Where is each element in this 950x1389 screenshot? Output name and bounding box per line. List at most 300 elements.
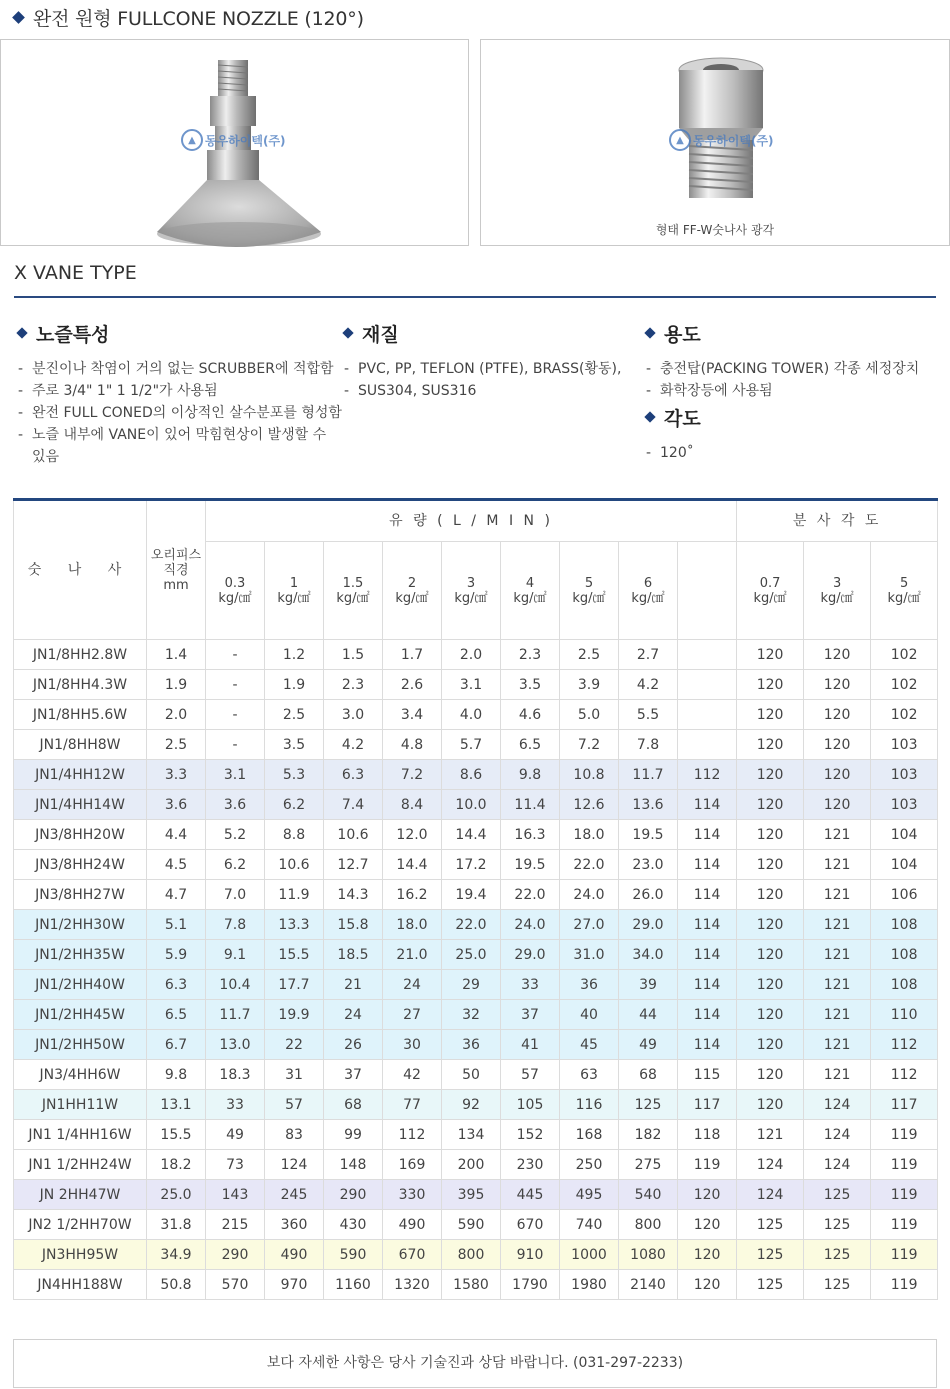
table-cell: 360: [265, 1210, 324, 1240]
pressure-unit: kg/㎠: [218, 590, 252, 606]
table-cell: 120: [737, 730, 804, 760]
table-cell: 7.4: [324, 790, 383, 820]
table-cell: 57: [501, 1060, 560, 1090]
table-cell: 2.3: [324, 670, 383, 700]
table-cell: 9.8: [147, 1060, 206, 1090]
table-cell: 44: [619, 1000, 678, 1030]
diamond-bullet-icon: [644, 411, 655, 422]
table-cell: 119: [871, 1240, 938, 1270]
table-cell: 670: [383, 1240, 442, 1270]
heading-text: 재질: [362, 323, 399, 346]
page-title-row: [14, 4, 364, 30]
table-cell: 8.8: [265, 820, 324, 850]
table-cell: 112: [871, 1060, 938, 1090]
pressure-unit: kg/㎠: [572, 590, 606, 606]
table-cell: 19.9: [265, 1000, 324, 1030]
image-caption: 형태 FF-W숫나사 광각: [655, 223, 775, 237]
thread-model-cell: JN2 1/2HH70W: [14, 1210, 147, 1240]
table-cell: 18.0: [560, 820, 619, 850]
table-cell: 1.2: [265, 640, 324, 670]
table-cell: 910: [501, 1240, 560, 1270]
thread-model-cell: JN3/8HH24W: [14, 850, 147, 880]
table-cell: 63: [560, 1060, 619, 1090]
table-cell: 125: [804, 1240, 871, 1270]
table-cell: 168: [560, 1120, 619, 1150]
table-cell: 41: [501, 1030, 560, 1060]
table-cell: 50.8: [147, 1270, 206, 1300]
diamond-bullet-icon: [342, 327, 353, 338]
pressure-value: 4: [525, 575, 535, 591]
spec-table-body: [14, 640, 938, 1300]
table-cell: 1320: [383, 1270, 442, 1300]
table-cell: 120: [737, 970, 804, 1000]
pressure-unit: kg/㎠: [631, 590, 665, 606]
table-cell: 112: [871, 1030, 938, 1060]
thread-model-cell: JN1/8HH8W: [14, 730, 147, 760]
table-cell: 121: [804, 970, 871, 1000]
table-row: [14, 820, 938, 850]
table-cell: 1000: [560, 1240, 619, 1270]
table-cell: 2.6: [383, 670, 442, 700]
table-cell: 102: [871, 670, 938, 700]
table-cell: 39: [619, 970, 678, 1000]
table-cell: 10.0: [442, 790, 501, 820]
nozzle-characteristics-list: [14, 358, 344, 468]
list-item: - 충전탑(PACKING TOWER) 각종 세정장치: [642, 358, 942, 380]
list-item: - 120˚: [642, 442, 942, 464]
table-cell: 4.6: [501, 700, 560, 730]
table-cell: 120: [678, 1210, 737, 1240]
table-row: [14, 850, 938, 880]
table-row: [14, 730, 938, 760]
table-cell: 22.0: [442, 910, 501, 940]
table-cell: 1.9: [265, 670, 324, 700]
diamond-bullet-icon: [12, 11, 25, 24]
product-image-right: [480, 39, 950, 246]
table-cell: 15.5: [265, 940, 324, 970]
table-cell: 4.8: [383, 730, 442, 760]
table-cell: 27.0: [560, 910, 619, 940]
table-cell: 120: [804, 670, 871, 700]
table-cell: 7.8: [619, 730, 678, 760]
table-cell: 18.5: [324, 940, 383, 970]
thread-model-cell: JN4HH188W: [14, 1270, 147, 1300]
table-cell: 112: [383, 1120, 442, 1150]
thread-model-cell: JN3/4HH6W: [14, 1060, 147, 1090]
list-item-continuation: [340, 380, 640, 402]
table-cell: 50: [442, 1060, 501, 1090]
table-row: [14, 700, 938, 730]
table-cell: 29: [442, 970, 501, 1000]
header-thread: [14, 500, 147, 640]
nozzle-characteristics-heading: [14, 322, 344, 344]
table-cell: 19.5: [501, 850, 560, 880]
thread-model-cell: JN1/4HH14W: [14, 790, 147, 820]
material-heading: [340, 322, 640, 344]
thread-model-cell: JN1/4HH12W: [14, 760, 147, 790]
flow-pressure-header: [324, 542, 383, 640]
header-orifice: [147, 500, 206, 640]
table-cell: 120: [737, 760, 804, 790]
flow-pressure-header: [560, 542, 619, 640]
header-text: 유 량 ( L / M I N ): [389, 512, 553, 529]
thread-model-cell: JN3/8HH27W: [14, 880, 147, 910]
table-cell: 1080: [619, 1240, 678, 1270]
table-cell: 2.0: [147, 700, 206, 730]
thread-model-cell: JN1/2HH40W: [14, 970, 147, 1000]
table-cell: 68: [619, 1060, 678, 1090]
thread-model-cell: JN1/2HH45W: [14, 1000, 147, 1030]
usage-heading: [642, 322, 942, 344]
pressure-value: 5: [584, 575, 594, 591]
table-cell: 117: [678, 1090, 737, 1120]
table-cell: 120: [737, 640, 804, 670]
table-cell: 3.9: [560, 670, 619, 700]
table-cell: 120: [737, 700, 804, 730]
table-cell: 490: [383, 1210, 442, 1240]
table-cell: 1160: [324, 1270, 383, 1300]
table-cell: 7.0: [206, 880, 265, 910]
table-cell: 134: [442, 1120, 501, 1150]
table-cell: 3.6: [206, 790, 265, 820]
table-cell: 12.0: [383, 820, 442, 850]
table-cell: 102: [871, 640, 938, 670]
watermark-text: 동우하이텍(주): [205, 133, 286, 148]
table-cell: 215: [206, 1210, 265, 1240]
table-cell: 120: [804, 790, 871, 820]
table-cell: 114: [678, 1000, 737, 1030]
table-cell: 495: [560, 1180, 619, 1210]
table-cell: 6.5: [147, 1000, 206, 1030]
table-cell: 2140: [619, 1270, 678, 1300]
table-cell: 10.6: [265, 850, 324, 880]
page-title: 완전 원형 FULLCONE NOZZLE (120°): [33, 7, 364, 30]
pressure-value: 0.7: [759, 575, 781, 591]
table-cell: -: [206, 640, 265, 670]
table-cell: 34.0: [619, 940, 678, 970]
list-item: - 완전 FULL CONED의 이상적인 살수분포를 형성함: [14, 402, 344, 424]
table-cell: [678, 670, 737, 700]
table-cell: 108: [871, 910, 938, 940]
table-cell: 2.5: [147, 730, 206, 760]
angle: [642, 406, 942, 464]
table-cell: 9.1: [206, 940, 265, 970]
table-cell: 9.8: [501, 760, 560, 790]
heading-text: 노즐특성: [36, 323, 110, 346]
table-cell: 2.3: [501, 640, 560, 670]
table-row: [14, 970, 938, 1000]
section-title: X VANE TYPE: [14, 262, 137, 284]
thread-model-cell: JN1/8HH2.8W: [14, 640, 147, 670]
table-cell: 115: [678, 1060, 737, 1090]
header-text: 분 사 각 도: [792, 512, 882, 529]
pressure-unit: kg/㎠: [277, 590, 311, 606]
table-cell: 21.0: [383, 940, 442, 970]
table-cell: 1.5: [324, 640, 383, 670]
table-cell: 800: [619, 1210, 678, 1240]
table-cell: 13.6: [619, 790, 678, 820]
pressure-value: 6: [643, 575, 653, 591]
nozzle-characteristics: [14, 322, 344, 468]
table-cell: [678, 730, 737, 760]
flow-pressure-header: [206, 542, 265, 640]
watermark: [181, 129, 286, 151]
table-cell: 590: [442, 1210, 501, 1240]
table-cell: 4.7: [147, 880, 206, 910]
table-cell: 120: [737, 850, 804, 880]
table-row: [14, 1000, 938, 1030]
table-cell: 22: [265, 1030, 324, 1060]
table-cell: 200: [442, 1150, 501, 1180]
table-cell: 103: [871, 790, 938, 820]
table-cell: 8.4: [383, 790, 442, 820]
table-cell: 124: [737, 1180, 804, 1210]
table-cell: 24.0: [560, 880, 619, 910]
table-cell: 18.3: [206, 1060, 265, 1090]
table-cell: 11.7: [206, 1000, 265, 1030]
pressure-value: 1: [289, 575, 299, 591]
table-cell: 117: [871, 1090, 938, 1120]
table-cell: 3.0: [324, 700, 383, 730]
table-cell: -: [206, 670, 265, 700]
material-list: [340, 358, 640, 402]
pressure-unit: kg/㎠: [887, 590, 921, 606]
table-cell: 490: [265, 1240, 324, 1270]
table-cell: 32: [442, 1000, 501, 1030]
table-cell: 7.2: [560, 730, 619, 760]
table-cell: 121: [804, 1000, 871, 1030]
table-row: [14, 1270, 938, 1300]
usage-list: [642, 358, 942, 402]
table-cell: 33: [206, 1090, 265, 1120]
table-cell: 119: [871, 1120, 938, 1150]
header-flow: [206, 500, 737, 542]
table-cell: 120: [737, 820, 804, 850]
table-cell: 17.7: [265, 970, 324, 1000]
table-cell: 37: [501, 1000, 560, 1030]
header-text: 오리피스: [150, 547, 202, 563]
table-cell: 120: [737, 1090, 804, 1120]
table-cell: 14.3: [324, 880, 383, 910]
table-cell: 2.5: [560, 640, 619, 670]
table-cell: 14.4: [383, 850, 442, 880]
table-cell: 6.7: [147, 1030, 206, 1060]
table-cell: 590: [324, 1240, 383, 1270]
table-cell: 108: [871, 940, 938, 970]
table-cell: 3.5: [265, 730, 324, 760]
table-cell: 14.4: [442, 820, 501, 850]
list-item-text: SUS304, SUS316: [358, 383, 477, 399]
table-cell: 120: [678, 1270, 737, 1300]
table-cell: 125: [737, 1210, 804, 1240]
table-cell: 13.3: [265, 910, 324, 940]
table-cell: 121: [804, 1060, 871, 1090]
table-cell: 5.0: [560, 700, 619, 730]
table-cell: 16.3: [501, 820, 560, 850]
table-row: [14, 940, 938, 970]
table-cell: 103: [871, 760, 938, 790]
table-cell: -: [206, 730, 265, 760]
table-cell: 121: [737, 1120, 804, 1150]
table-cell: 29.0: [501, 940, 560, 970]
table-cell: 6.3: [147, 970, 206, 1000]
table-cell: 22.0: [501, 880, 560, 910]
list-item: - 노즐 내부에 VANE이 있어 막힘현상이 발생할 수 있음: [14, 424, 344, 468]
table-cell: 230: [501, 1150, 560, 1180]
angle-heading: [642, 406, 942, 428]
table-cell: 31: [265, 1060, 324, 1090]
table-cell: 99: [324, 1120, 383, 1150]
table-cell: 15.5: [147, 1120, 206, 1150]
table-cell: 18.2: [147, 1150, 206, 1180]
table-cell: 6.2: [206, 850, 265, 880]
table-cell: 92: [442, 1090, 501, 1120]
table-cell: 3.6: [147, 790, 206, 820]
table-cell: 114: [678, 1030, 737, 1060]
table-cell: 16.2: [383, 880, 442, 910]
table-cell: 77: [383, 1090, 442, 1120]
table-cell: 12.7: [324, 850, 383, 880]
table-cell: 120: [737, 790, 804, 820]
flow-pressure-header: [442, 542, 501, 640]
table-cell: 6.2: [265, 790, 324, 820]
flow-pressure-header: [383, 542, 442, 640]
table-cell: 4.2: [324, 730, 383, 760]
table-cell: 102: [871, 700, 938, 730]
table-cell: 45: [560, 1030, 619, 1060]
table-cell: 1790: [501, 1270, 560, 1300]
table-cell: 7.8: [206, 910, 265, 940]
table-row: [14, 640, 938, 670]
flow-pressure-header: [501, 542, 560, 640]
header-text: 직경: [163, 562, 189, 578]
table-cell: 120: [737, 1060, 804, 1090]
pressure-unit: kg/㎠: [513, 590, 547, 606]
table-cell: 148: [324, 1150, 383, 1180]
table-cell: 395: [442, 1180, 501, 1210]
table-cell: 36: [442, 1030, 501, 1060]
table-cell: 124: [804, 1090, 871, 1120]
pressure-unit: kg/㎠: [395, 590, 429, 606]
table-cell: 125: [737, 1240, 804, 1270]
table-cell: 31.8: [147, 1210, 206, 1240]
table-cell: 119: [871, 1150, 938, 1180]
table-cell: 4.4: [147, 820, 206, 850]
table-cell: 68: [324, 1090, 383, 1120]
table-cell: 36: [560, 970, 619, 1000]
table-cell: 3.5: [501, 670, 560, 700]
table-cell: 290: [206, 1240, 265, 1270]
table-cell: 1.7: [383, 640, 442, 670]
table-cell: 152: [501, 1120, 560, 1150]
table-row: [14, 910, 938, 940]
table-cell: 125: [619, 1090, 678, 1120]
table-row: [14, 1180, 938, 1210]
table-cell: 83: [265, 1120, 324, 1150]
table-cell: 104: [871, 850, 938, 880]
table-cell: 120: [737, 910, 804, 940]
table-row: [14, 1210, 938, 1240]
table-row: [14, 1150, 938, 1180]
pressure-value: 3: [466, 575, 476, 591]
table-cell: 26: [324, 1030, 383, 1060]
table-cell: 25.0: [147, 1180, 206, 1210]
table-cell: 49: [619, 1030, 678, 1060]
thread-model-cell: JN1/2HH30W: [14, 910, 147, 940]
watermark: [669, 129, 774, 151]
table-cell: 4.2: [619, 670, 678, 700]
table-cell: 290: [324, 1180, 383, 1210]
table-cell: 114: [678, 790, 737, 820]
table-cell: 121: [804, 1030, 871, 1060]
watermark-text: 동우하이텍(주): [693, 133, 774, 148]
table-cell: 42: [383, 1060, 442, 1090]
pressure-value: 1.5: [342, 575, 364, 591]
pressure-value: 5: [899, 575, 909, 591]
table-cell: 124: [804, 1120, 871, 1150]
table-cell: 116: [560, 1090, 619, 1120]
table-row: [14, 790, 938, 820]
table-cell: 5.9: [147, 940, 206, 970]
product-image-left: [0, 39, 469, 246]
thread-model-cell: JN 2HH47W: [14, 1180, 147, 1210]
table-row: [14, 1120, 938, 1150]
thread-model-cell: JN3/8HH20W: [14, 820, 147, 850]
thread-model-cell: JN1/2HH35W: [14, 940, 147, 970]
table-cell: 112: [678, 760, 737, 790]
list-item: - 주로 3/4" 1" 1 1/2"가 사용됨: [14, 380, 344, 402]
table-cell: 26.0: [619, 880, 678, 910]
table-cell: 121: [804, 880, 871, 910]
table-cell: 8.6: [442, 760, 501, 790]
table-cell: 245: [265, 1180, 324, 1210]
table-cell: 124: [804, 1150, 871, 1180]
table-cell: 30: [383, 1030, 442, 1060]
table-cell: 120: [678, 1180, 737, 1210]
table-cell: 11.4: [501, 790, 560, 820]
table-cell: 6.5: [501, 730, 560, 760]
table-cell: 119: [871, 1270, 938, 1300]
diamond-bullet-icon: [16, 327, 27, 338]
table-cell: 106: [871, 880, 938, 910]
table-cell: 23.0: [619, 850, 678, 880]
table-row: [14, 1030, 938, 1060]
table-cell: 49: [206, 1120, 265, 1150]
table-cell: 540: [619, 1180, 678, 1210]
flow-pressure-header: [678, 542, 737, 640]
heading-text: 용도: [664, 323, 701, 346]
table-cell: 18.0: [383, 910, 442, 940]
table-cell: 25.0: [442, 940, 501, 970]
header-text: 숫 나 사: [27, 561, 133, 578]
table-cell: 120: [737, 880, 804, 910]
table-cell: [678, 640, 737, 670]
table-row: [14, 1090, 938, 1120]
thread-model-cell: JN1/8HH5.6W: [14, 700, 147, 730]
table-cell: 430: [324, 1210, 383, 1240]
table-cell: 970: [265, 1270, 324, 1300]
pressure-value: 0.3: [224, 575, 246, 591]
table-cell: 114: [678, 850, 737, 880]
table-cell: 13.1: [147, 1090, 206, 1120]
list-item: - PVC, PP, TEFLON (PTFE), BRASS(황동),: [340, 358, 640, 380]
list-item-text: 화학장등에 사용됨: [660, 383, 773, 399]
table-cell: 740: [560, 1210, 619, 1240]
pressure-value: 2: [407, 575, 417, 591]
table-cell: 104: [871, 820, 938, 850]
table-cell: 57: [265, 1090, 324, 1120]
table-cell: 120: [737, 1000, 804, 1030]
